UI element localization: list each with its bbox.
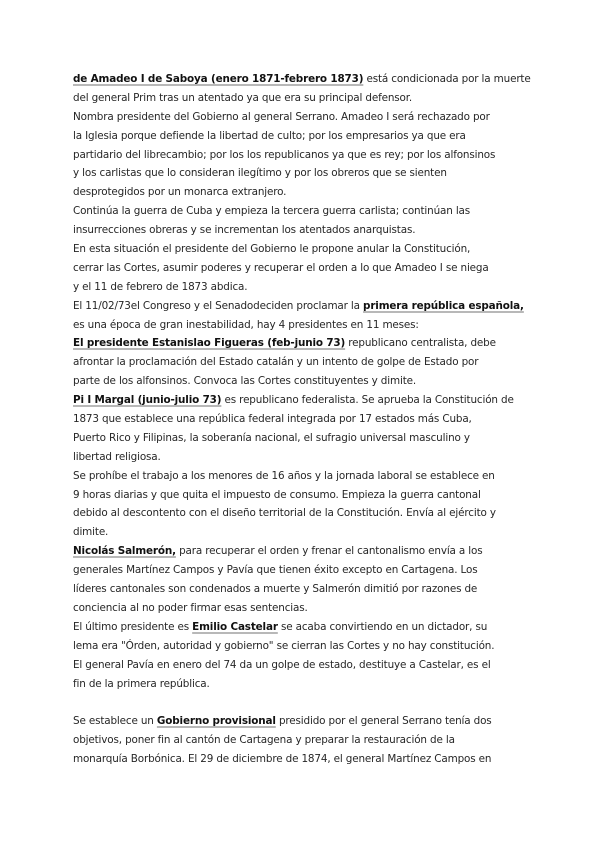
text-run: generales Martínez Campos y Pavía que tienen éxito excepto en Cartagena. Los [73,564,478,577]
text-line [73,599,533,618]
text-line [73,70,533,89]
highlighted-term: de Amadeo I de Saboya (enero 1871-febrero 1873) [73,73,364,85]
highlighted-term: Pi I Margal (junio-julio 73) [73,394,222,407]
text-line [73,656,533,675]
text-line [73,297,533,316]
text-line [73,618,533,637]
text-line [73,372,533,391]
text-line [73,429,533,448]
highlighted-term: Gobierno provisional [156,715,276,728]
text-run: la Iglesia porque defiende la libertad de culto; por los empresarios ya que era [73,129,466,142]
text-line [73,467,533,486]
text-line [73,353,533,372]
text-line [73,221,533,240]
text-line [73,164,533,183]
highlighted-term: primera república española, [363,299,524,312]
text-run: partidario del librecambio; por los los republicanos ya que es rey; por los alfonsinos [73,148,496,161]
text-run: y el 11 de febrero de 1873 abdica. [73,280,248,293]
text-line [73,637,533,656]
text-run: Nombra presidente del Gobierno al general Serrano. Amadeo I será rechazado por [73,110,490,123]
text-line [73,580,533,599]
text-run: y los carlistas que lo consideran ilegítimo y por los obreros que se sienten [73,167,447,180]
text-run: presidido por el general Serrano tenía dos [275,715,492,728]
text-run: lema era "Órden, autoridad y gobierno" se cierran las Cortes y no hay constitución. [73,639,495,652]
text-line [73,486,533,505]
text-line [73,202,533,221]
highlighted-term: El presidente Estanislao Figueras (feb-junio 73) [73,337,346,350]
text-line [73,146,533,165]
text-run: líderes cantonales son condenados a muerte y Salmerón dimitió por razones de [73,583,478,596]
text-line [73,391,533,410]
text-run: desprotegidos por un monarca extranjero. [73,186,287,199]
text-line [73,259,533,278]
highlighted-term: Nicolás Salmerón, [73,545,176,558]
text-run: El 11/02/73el Congreso y el Senadodeciden proclamar la [73,299,364,312]
text-line [73,108,533,127]
text-run: insurrecciones obreras y se incrementan los atentados anarquistas. [73,224,416,237]
text-line [73,523,533,542]
text-line [73,278,533,297]
text-line [73,89,533,108]
text-run: está condicionada por la muerte [363,73,531,85]
text-run: cerrar las Cortes, asumir poderes y recuperar el orden a lo que Amadeo I se niega [73,261,489,274]
text-run: se acaba convirtiendo en un dictador, su [277,620,488,633]
text-run: Puerto Rico y Filipinas, la soberanía nacional, el sufragio universal masculino y [73,431,470,444]
document-body [73,70,533,769]
text-line [73,448,533,467]
text-run: Se establece un [73,715,157,728]
text-run: fin de la primera república. [73,677,210,690]
text-line [73,561,533,580]
text-run: del general Prim tras un atentado ya que era su principal defensor. [73,91,413,104]
text-run: debido al descontento con el diseño territorial de la Constitución. Envía al ejército y [73,507,496,520]
text-line [73,240,533,259]
text-run: republicano centralista, debe [345,337,496,350]
text-run: El general Pavía en enero del 74 da un golpe de estado, destituye a Castelar, es el [73,658,491,671]
text-line [73,127,533,146]
text-run: dimite. [73,526,109,539]
text-run: libertad religiosa. [73,450,161,463]
text-line [73,316,533,335]
text-run: 1873 que establece una república federal integrada por 17 estados más Cuba, [73,413,472,426]
text-line [73,675,533,694]
text-run: monarquía Borbónica. El 29 de diciembre de 1874, el general Martínez Campos en [73,753,492,766]
text-line [73,183,533,202]
text-line [73,334,533,353]
text-run: En esta situación el presidente del Gobierno le propone anular la Constitución, [73,243,471,256]
text-run: 9 horas diarias y que quita el impuesto de consumo. Empieza la guerra cantonal [73,488,481,501]
text-line [73,731,533,750]
text-run: es una época de gran inestabilidad, hay 4 presidentes en 11 meses: [73,318,419,331]
blank-line [73,693,533,712]
highlighted-term: Emilio Castelar [192,620,278,633]
text-line [73,750,533,769]
text-line [73,410,533,429]
text-run: para recuperar el orden y frenar el cantonalismo envía a los [175,545,483,558]
text-line [73,712,533,731]
text-run: afrontar la proclamación del Estado catalán y un intento de golpe de Estado por [73,356,479,369]
text-run: Se prohíbe el trabajo a los menores de 16 años y la jornada laboral se establece en [73,469,495,482]
text-run: Continúa la guerra de Cuba y empieza la tercera guerra carlista; continúan las [73,205,471,218]
text-run: parte de los alfonsinos. Convoca las Cortes constituyentes y dimite. [73,375,417,388]
text-run: objetivos, poner fin al cantón de Cartagena y preparar la restauración de la [73,734,455,747]
text-line [73,504,533,523]
text-run: El último presidente es [73,620,193,633]
text-run: conciencia al no poder firmar esas sentencias. [73,601,308,614]
text-line [73,542,533,561]
text-run: es republicano federalista. Se aprueba la Constitución de [221,394,514,407]
